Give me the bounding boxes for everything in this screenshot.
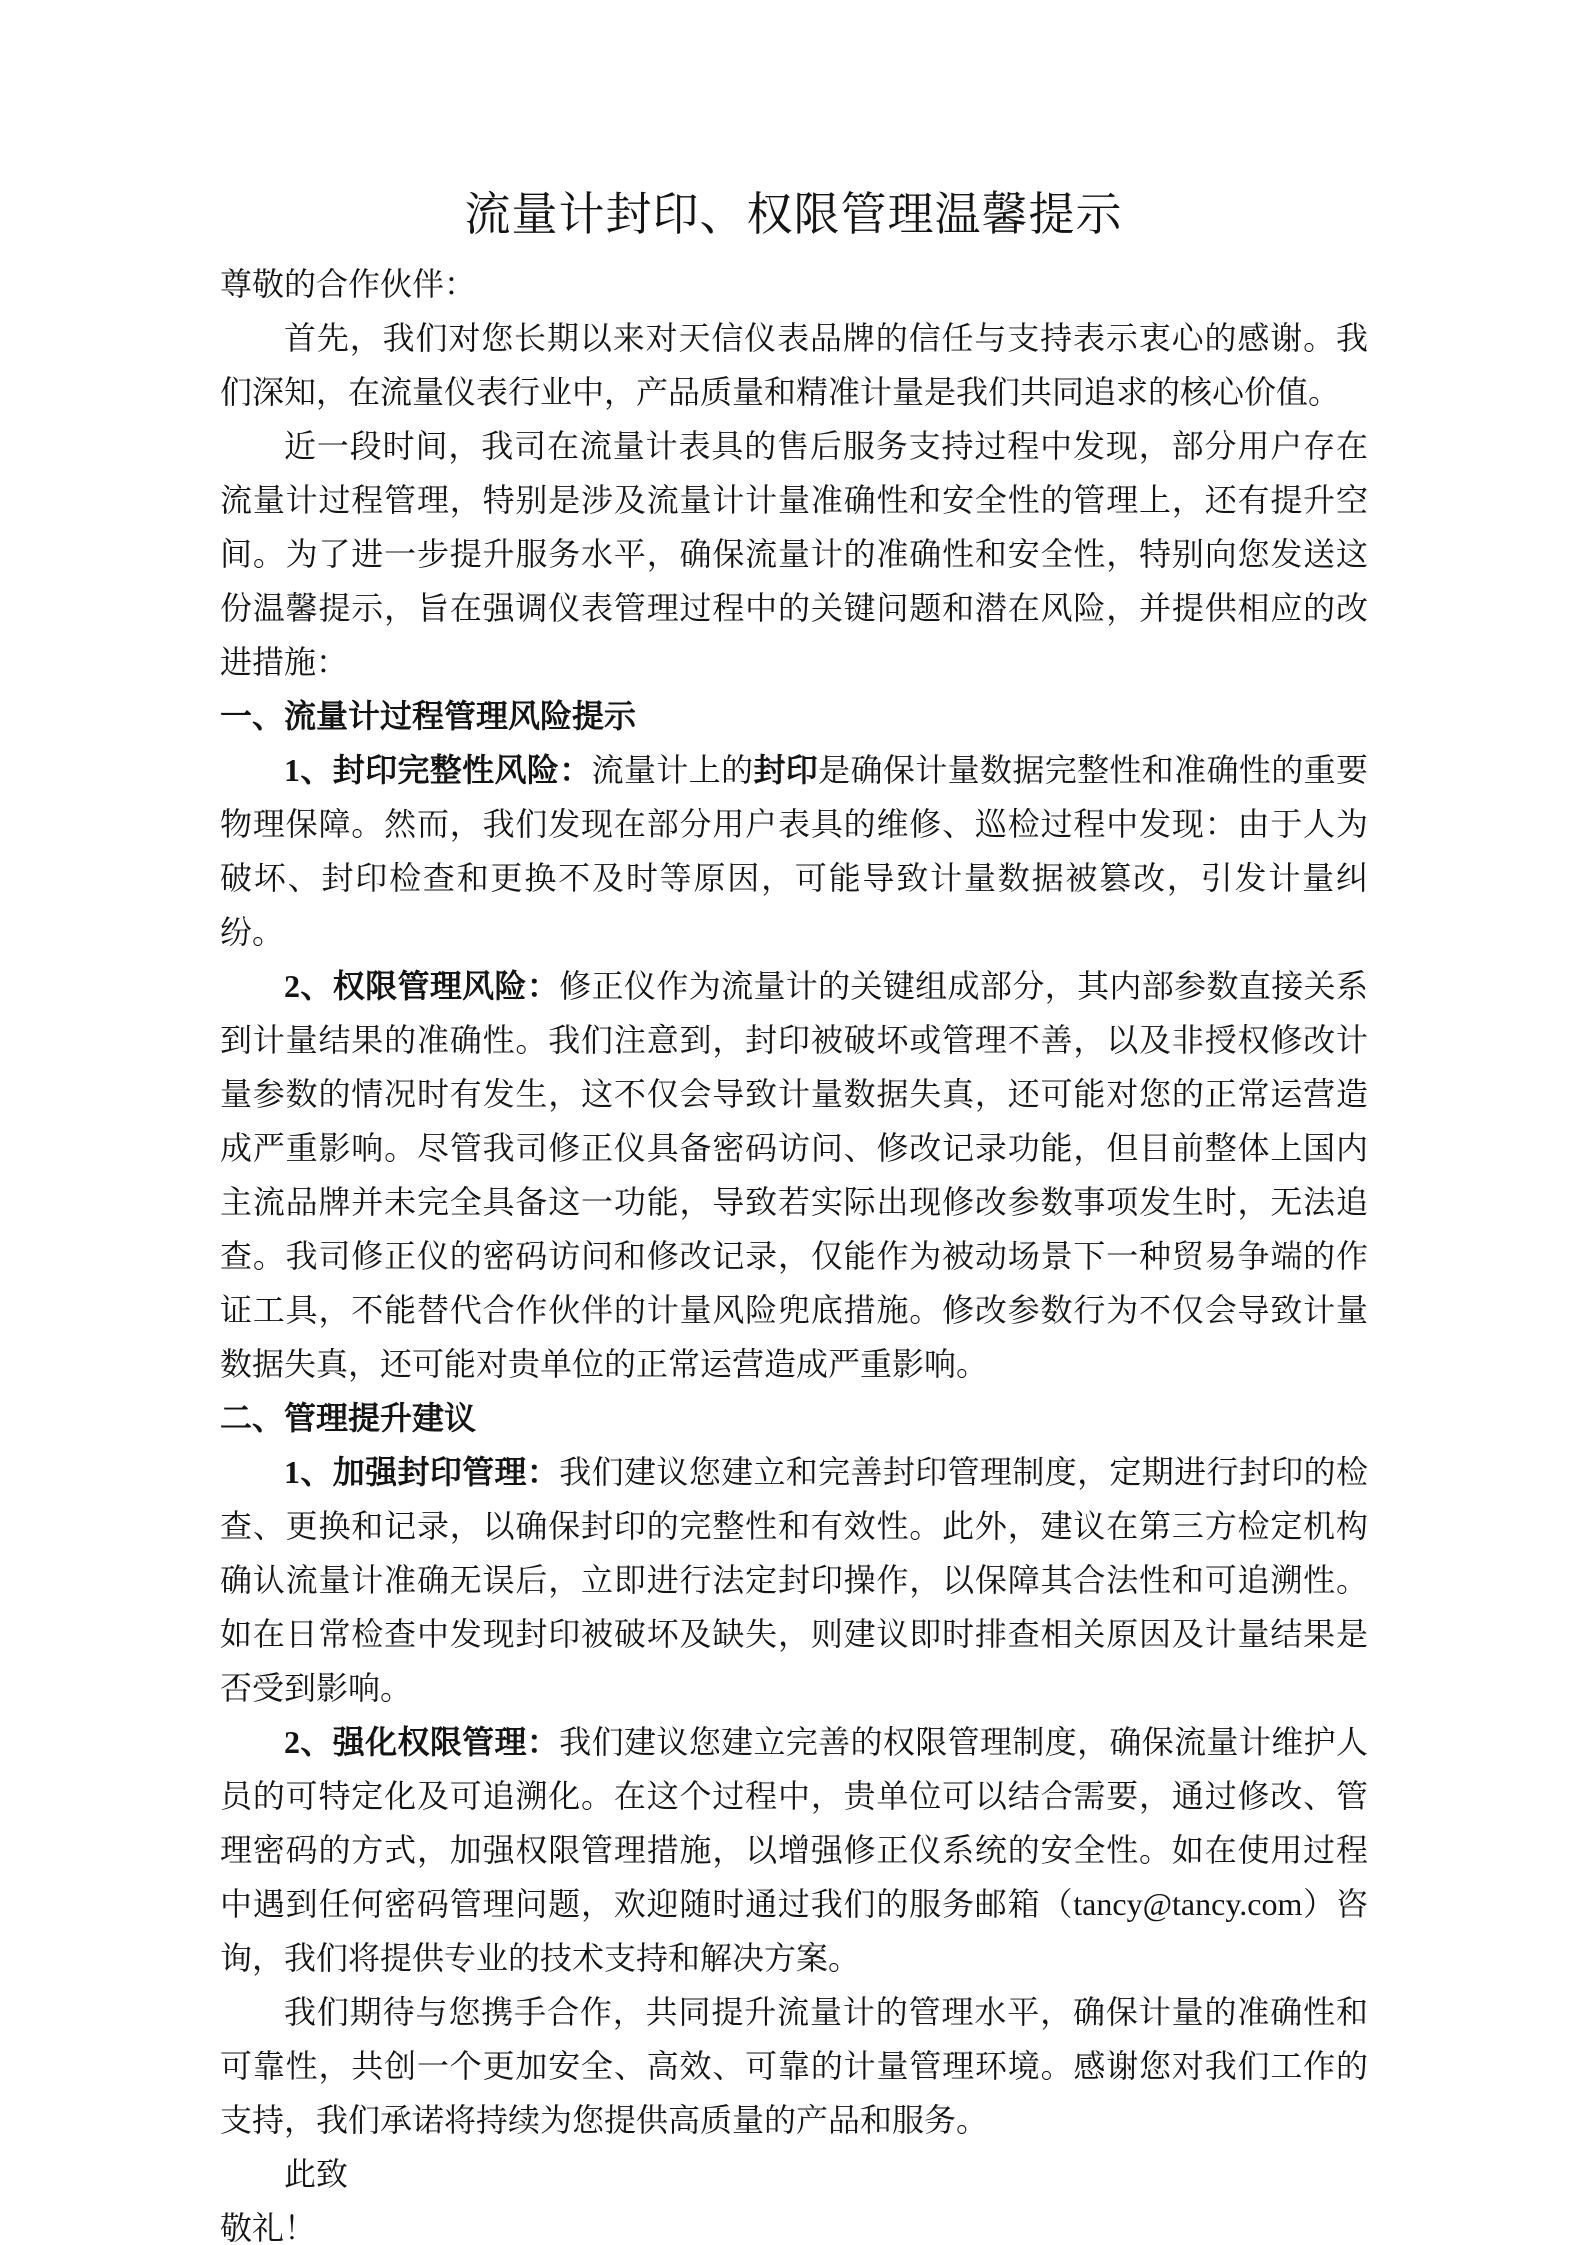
email-address: tancy@tancy.com: [1073, 1886, 1303, 1922]
bold-text-run: 一、流量计过程管理风险提示: [220, 698, 637, 734]
text-run: 敬礼！: [220, 2210, 317, 2245]
document-body: [220, 257, 1368, 2245]
text-run: ）咨询，我们将提供专业的技术支持和解决方案。: [220, 1886, 1368, 1976]
text-run: 尊敬的合作伙伴：: [220, 266, 477, 302]
text-run: 修正仪作为流量计的关键组成部分，其内部参数直接关系到计量结果的准确性。我们注意到，封印被破坏或管理不善，以及非授权修改计量参数的情况时有发生，这不仅会导致计量数据失真，还可能对您的正常运营造成严重影响。尽管我司修正仪具备密码访问、修改记录功能，但目前整体上国内主流品牌并未完全具备这一功能，导致若实际出现修改参数事项发生时，无法追查。我司修正仪的密码访问和修改记录，仅能作为被动场景下一种贸易争端的作证工具，不能替代合作伙伴的计量风险兜底措施。修改参数行为不仅会导致计量数据失真，还可能对贵单位的正常运营造成严重影响。: [220, 968, 1368, 1382]
text-run: 流量计上的: [591, 752, 754, 788]
section-heading: [220, 689, 1368, 743]
bold-text-run: 2、权限管理风险：: [284, 968, 560, 1004]
paragraph: [220, 2147, 1368, 2201]
text-run: 我们期待与您携手合作，共同提升流量计的管理水平，确保计量的准确性和可靠性，共创一个更加安全、高效、可靠的计量管理环境。感谢您对我们工作的支持，我们承诺将持续为您提供高质量的产品和服务。: [220, 1994, 1368, 2138]
bold-text-run: 2、强化权限管理：: [284, 1724, 560, 1760]
bold-text-run: 二、管理提升建议: [220, 1400, 477, 1436]
text-run: 首先，我们对您长期以来对天信仪表品牌的信任与支持表示衷心的感谢。我们深知，在流量仪表行业中，产品质量和精准计量是我们共同追求的核心价值。: [220, 320, 1368, 410]
document-title: 流量计封印、权限管理温馨提示: [464, 189, 1123, 240]
bold-text-run: 1、封印完整性风险：: [284, 752, 592, 788]
paragraph: [220, 1445, 1368, 1715]
bold-text-run: 1、加强封印管理：: [284, 1454, 560, 1490]
text-run: 我们建议您建立完善的权限管理制度，确保流量计维护人员的可特定化及可追溯化。在这个过程中，贵单位可以结合需要，通过修改、管理密码的方式，加强权限管理措施，以增强修正仪系统的安全性。如在使用过程中遇到任何密码管理问题，欢迎随时通过我们的服务邮箱（: [220, 1724, 1368, 1922]
bold-text-run: 封印: [753, 752, 819, 788]
paragraph: [220, 419, 1368, 689]
paragraph: [220, 311, 1368, 419]
text-run: 是确保计量数据完整性和准确性的重要物理保障。然而，我们发现在部分用户表具的维修、巡检过程中发现：由于人为破坏、封印检查和更换不及时等原因，可能导致计量数据被篡改，引发计量纠纷。: [220, 752, 1368, 950]
text-run: 此致: [284, 2156, 349, 2192]
paragraph: [220, 959, 1368, 1391]
paragraph: [220, 257, 1368, 311]
paragraph: [220, 2201, 1368, 2245]
paragraph: [220, 743, 1368, 959]
text-run: 我们建议您建立和完善封印管理制度，定期进行封印的检查、更换和记录，以确保封印的完整性和有效性。此外，建议在第三方检定机构确认流量计准确无误后，立即进行法定封印操作，以保障其合法性和可追溯性。如在日常检查中发现封印被破坏及缺失，则建议即时排查相关原因及计量结果是否受到影响。: [220, 1454, 1368, 1706]
paragraph: [220, 1985, 1368, 2147]
paragraph: [220, 1715, 1368, 1985]
section-heading: [220, 1391, 1368, 1445]
text-run: 近一段时间，我司在流量计表具的售后服务支持过程中发现，部分用户存在流量计过程管理，特别是涉及流量计计量准确性和安全性的管理上，还有提升空间。为了进一步提升服务水平，确保流量计的准确性和安全性，特别向您发送这份温馨提示，旨在强调仪表管理过程中的关键问题和潜在风险，并提供相应的改进措施：: [220, 428, 1368, 680]
